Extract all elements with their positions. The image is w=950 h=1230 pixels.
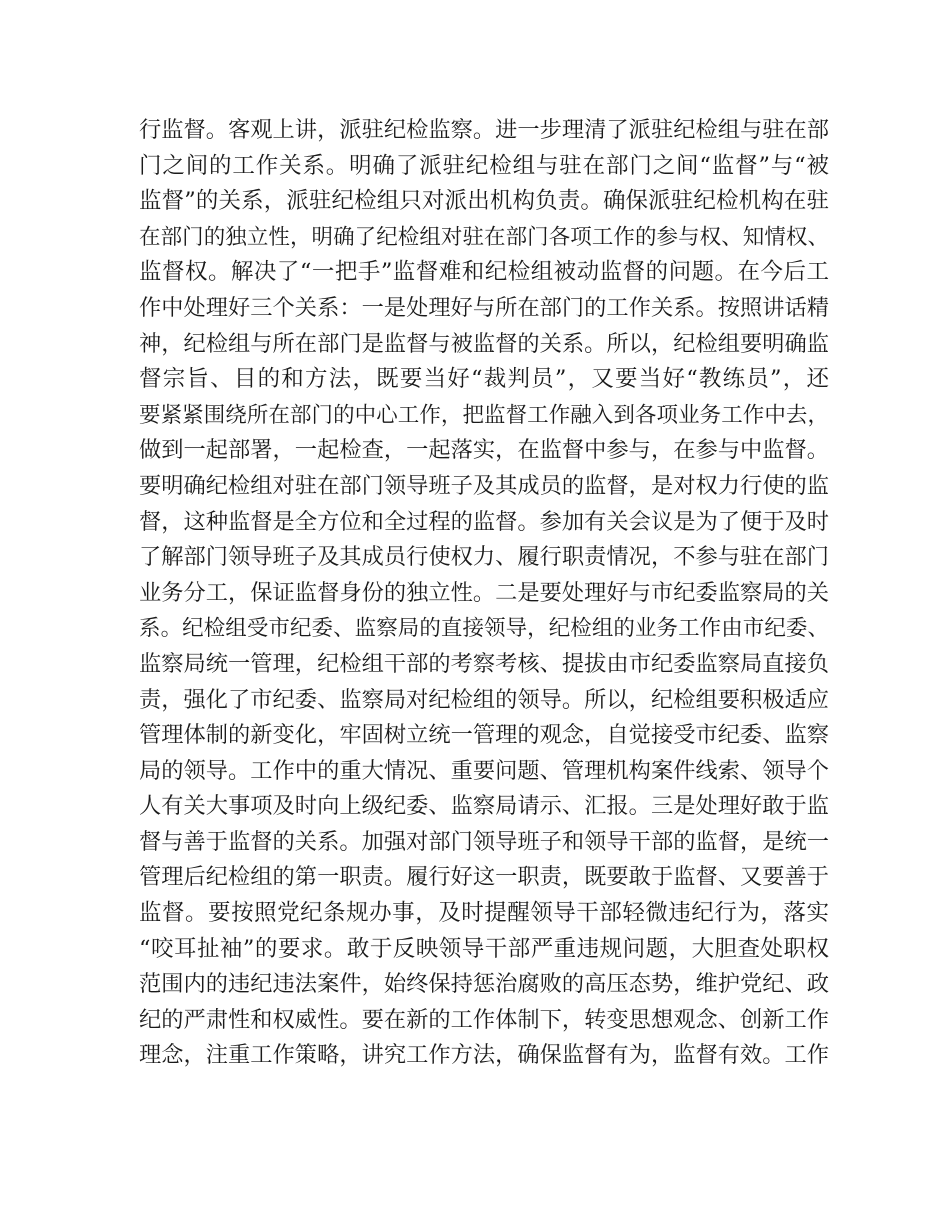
text-line: 督宗旨、目的和方法，既要当好“裁判员”，又要当好“教练员”，还: [139, 366, 829, 393]
text-line: 责，强化了市纪委、监察局对纪检组的领导。所以，纪检组要积极适应: [139, 686, 829, 713]
text-line: 监察局统一管理，纪检组干部的考察考核、提拔由市纪委监察局直接负: [139, 650, 829, 677]
text-line: “咬耳扯袖”的要求。敢于反映领导干部严重违规问题，大胆查处职权: [139, 935, 829, 962]
text-line: 做到一起部署，一起检查，一起落实，在监督中参与，在参与中监督。: [139, 437, 829, 464]
text-line: 神，纪检组与所在部门是监督与被监督的关系。所以，纪检组要明确监: [139, 330, 829, 357]
text-line: 监督。要按照党纪条规办事，及时提醒领导干部轻微违纪行为，落实: [139, 900, 829, 927]
text-line: 督，这种监督是全方位和全过程的监督。参加有关会议是为了便于及时: [139, 508, 829, 535]
text-line: 监督权。解决了“一把手”监督难和纪检组被动监督的问题。在今后工: [139, 259, 829, 286]
text-line: 纪的严肃性和权威性。要在新的工作体制下，转变思想观念、创新工作: [139, 1006, 829, 1033]
text-line: 了解部门领导班子及其成员行使权力、履行职责情况，不参与驻在部门: [139, 544, 829, 571]
text-line: 在部门的独立性，明确了纪检组对驻在部门各项工作的参与权、知情权、: [139, 224, 829, 250]
text-line: 系。纪检组受市纪委、监察局的直接领导，纪检组的业务工作由市纪委、: [139, 616, 829, 642]
text-line: 监督”的关系，派驻纪检组只对派出机构负责。确保派驻纪检机构在驻: [139, 188, 829, 215]
body-text: [139, 113, 829, 1074]
text-line: 管理后纪检组的第一职责。履行好这一职责，既要敢于监督、又要善于: [139, 864, 829, 891]
text-line: 作中处理好三个关系：一是处理好与所在部门的工作关系。按照讲话精: [139, 294, 829, 321]
text-line: 人有关大事项及时向上级纪委、监察局请示、汇报。三是处理好敢于监: [139, 793, 829, 820]
text-line: 督与善于监督的关系。加强对部门领导班子和领导干部的监督，是统一: [139, 828, 829, 855]
text-line: 理念，注重工作策略，讲究工作方法，确保监督有为，监督有效。工作: [139, 1042, 829, 1069]
text-line: 要明确纪检组对驻在部门领导班子及其成员的监督，是对权力行使的监: [139, 472, 829, 499]
text-line: 局的领导。工作中的重大情况、重要问题、管理机构案件线索、领导个: [139, 757, 829, 784]
text-line: 范围内的违纪违法案件，始终保持惩治腐败的高压态势，维护党纪、政: [139, 971, 829, 998]
text-line: 行监督。客观上讲，派驻纪检监察。进一步理清了派驻纪检组与驻在部: [139, 117, 829, 143]
text-line: 管理体制的新变化，牢固树立统一管理的观念，自觉接受市纪委、监察: [139, 722, 829, 749]
text-line: 要紧紧围绕所在部门的中心工作，把监督工作融入到各项业务工作中去，: [139, 402, 829, 428]
text-line: 门之间的工作关系。明确了派驻纪检组与驻在部门之间“监督”与“被: [139, 152, 829, 179]
text-line: 业务分工，保证监督身份的独立性。二是要处理好与市纪委监察局的关: [139, 579, 829, 606]
